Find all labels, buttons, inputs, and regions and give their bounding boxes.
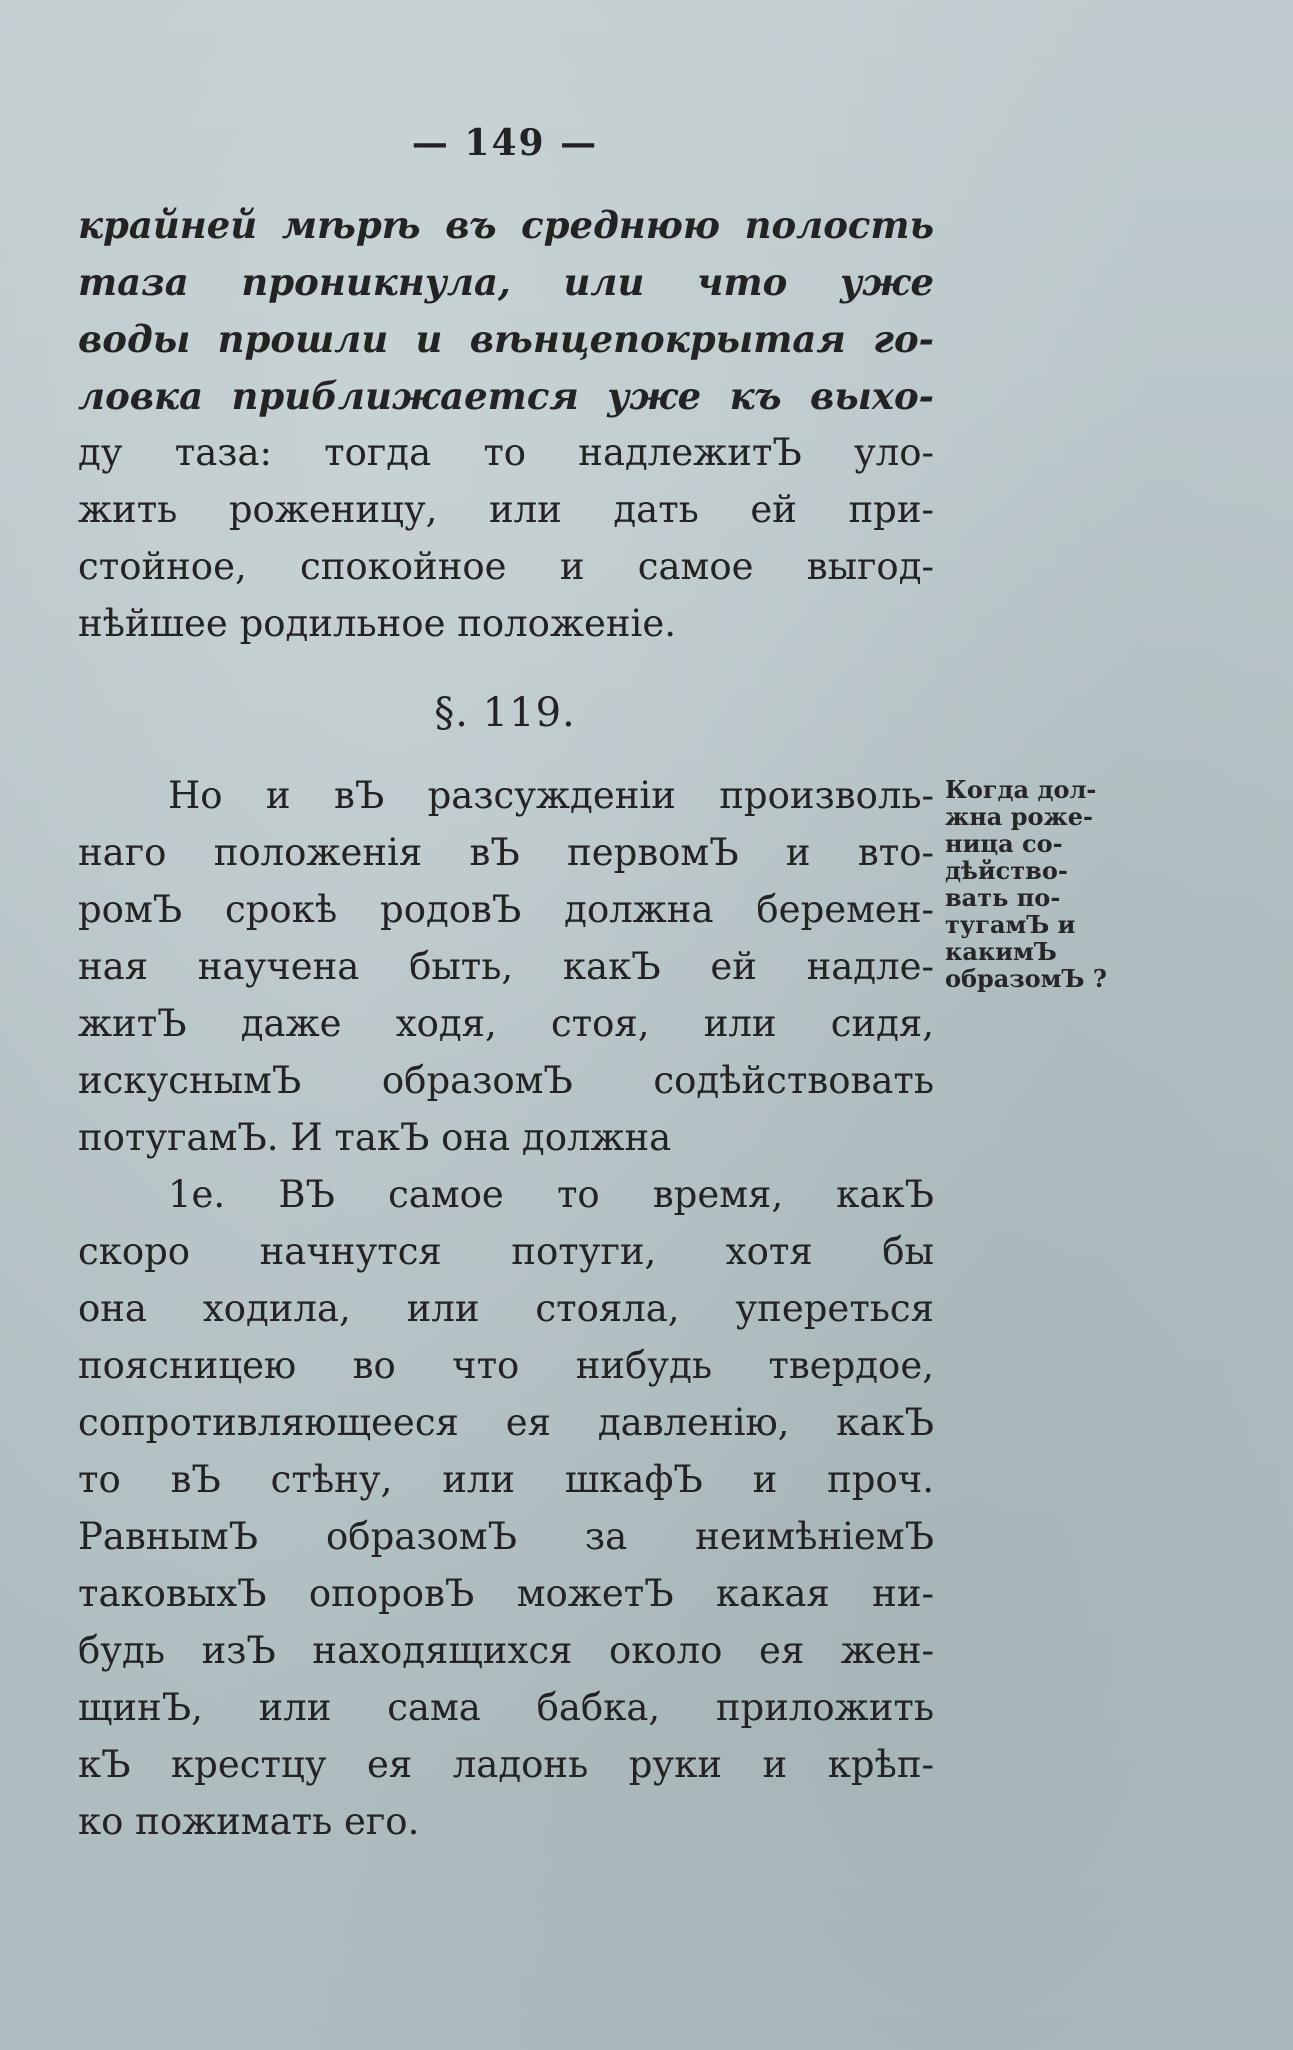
text-line: Но и вЪ разсужденіи произволь- — [168, 774, 934, 817]
text-line: сопротивляющееся ея давленію, какЪ — [78, 1401, 934, 1444]
margin-note-line: жна роже- — [945, 802, 1093, 831]
text-line: кЪ крестцу ея ладонь руки и крѣп- — [78, 1743, 934, 1786]
text-line: она ходила, или стояла, упереться — [78, 1287, 934, 1330]
margin-note-line: вать по- — [945, 883, 1061, 912]
text-line: таковыхЪ опоровЪ можетЪ какая ни- — [78, 1572, 934, 1615]
text-line: ная научена быть, какЪ ей надле- — [78, 945, 934, 988]
text-line: потугамЪ. И такЪ она должна — [78, 1116, 672, 1159]
text-line: ко пожимать его. — [78, 1800, 420, 1843]
text-line: поясницею во что нибудь твердое, — [78, 1344, 934, 1387]
text-line: будь изЪ находящихся около ея жен- — [78, 1629, 934, 1672]
page-number: — 149 — — [411, 122, 599, 164]
margin-note-line: ница со- — [945, 829, 1063, 858]
text-line: ду таза: тогда то надлежитЪ уло- — [78, 431, 934, 474]
text-line: 1е. ВЪ самое то время, какЪ — [168, 1173, 934, 1216]
text-line: нѣйшее родильное положеніе. — [78, 602, 677, 645]
margin-note-line: образомЪ ? — [945, 964, 1107, 993]
margin-note-line: Когда дол- — [945, 775, 1097, 804]
section-heading: §. 119. — [434, 690, 576, 736]
text-line: таза проникнула, или что уже — [78, 260, 934, 304]
text-line: ловка приближается уже къ выхо- — [78, 374, 934, 418]
text-line: стойное, спокойное и самое выгод- — [78, 545, 934, 588]
margin-note-line: дѣйство- — [945, 856, 1068, 885]
text-line: то вЪ стѣну, или шкафЪ и проч. — [78, 1458, 934, 1501]
text-line: скоро начнутся потуги, хотя бы — [78, 1230, 934, 1273]
text-line: житЪ даже ходя, стоя, или сидя, — [78, 1002, 934, 1045]
text-line: ромЪ срокѣ родовЪ должна беремен- — [78, 888, 934, 931]
text-line: щинЪ, или сама бабка, приложить — [78, 1686, 934, 1729]
text-line: РавнымЪ образомЪ за неимѣніемЪ — [78, 1515, 934, 1558]
margin-note-line: тугамЪ и — [945, 910, 1076, 939]
margin-note-line: какимЪ — [945, 937, 1057, 966]
text-line: жить роженицу, или дать ей при- — [78, 488, 934, 531]
text-line: искуснымЪ образомЪ содѣйствовать — [78, 1059, 934, 1102]
text-line: воды прошли и вѣнцепокрытая го- — [78, 317, 934, 361]
text-line: наго положенія вЪ первомЪ и вто- — [78, 831, 934, 874]
text-line: крайней мѣрѣ въ среднюю полость — [78, 203, 934, 247]
